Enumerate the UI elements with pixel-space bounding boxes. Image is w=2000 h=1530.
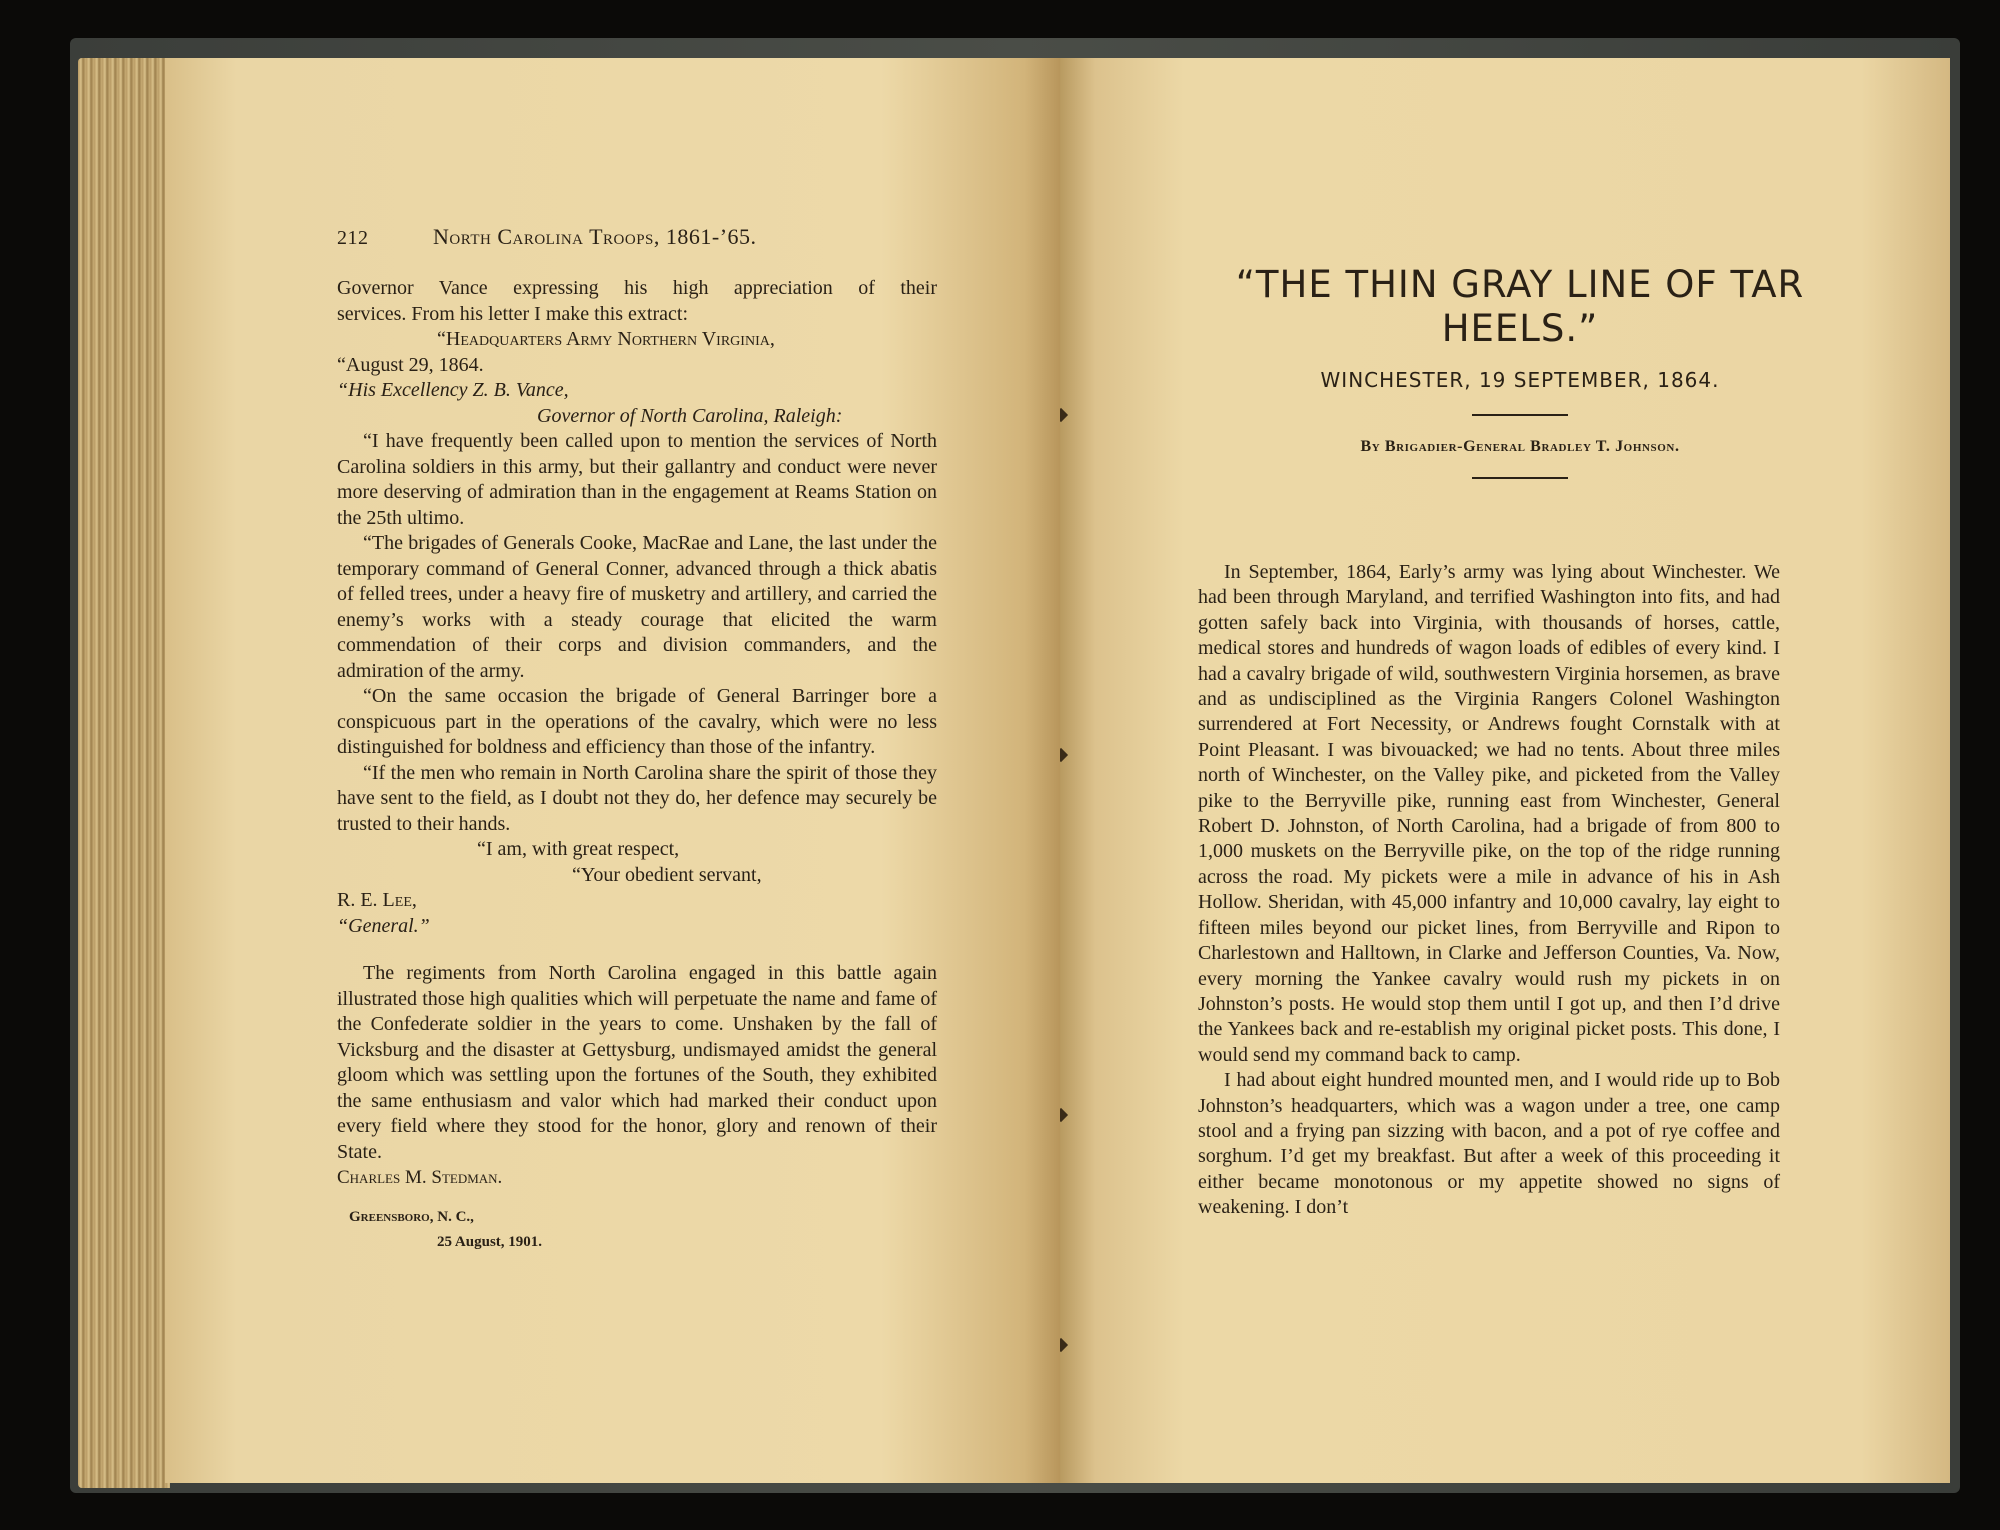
chapter-title-line: “THE THIN GRAY LINE OF TAR <box>1235 263 1805 306</box>
page-number: 212 <box>337 227 369 249</box>
dateline-date: 25 August, 1901. <box>437 1234 543 1250</box>
left-page <box>165 58 1060 1483</box>
dateline-place: Greensboro, N. C., <box>349 1208 474 1225</box>
divider-rule <box>1472 477 1568 479</box>
author-signature: Charles M. Stedman. <box>337 1167 503 1188</box>
body-paragraph: I had about eight hundred mounted men, and I would ride up to Bob Johnston’s headquarters, which was a wagon under a tree, one camp stool and a frying pan sizzing with bacon, and a pot of rye coffee and sorghum. I’d get my breakfast. But after a week of this proceeding it either became monotonous or my appetite showed no signs of weakening. I don’t <box>1198 1069 1780 1219</box>
letter-date: “August 29, 1864. <box>337 353 484 376</box>
closing-line: “I am, with great respect, <box>477 838 680 860</box>
intro-line: services. From his letter I make this extract: <box>337 302 689 325</box>
letter-heading: “Headquarters Army Northern Virginia, <box>437 328 775 350</box>
running-head <box>337 224 957 250</box>
letter-paragraph: “On the same occasion the brigade of General Barringer bore a conspicuous part in the operations of the cavalry, which were no less distinguished for boldness and efficiency than those of the infantry. <box>337 685 937 758</box>
right-page <box>1060 58 1950 1483</box>
chapter-byline: By Brigadier-General Bradley T. Johnson. <box>1360 438 1680 455</box>
left-text-block <box>337 276 937 1256</box>
intro-line: Governor Vance expressing his high appreciation of their <box>337 277 937 299</box>
page-edges <box>78 58 170 1488</box>
thread-mark <box>1060 408 1068 422</box>
letter-paragraph: “The brigades of Generals Cooke, MacRae and Lane, the last under the temporary command of General Conner, advanced through a thick abatis of felled trees, under a heavy fire of musketry and artillery, and carried the enemy’s works with a steady courage that elicited the warm commendation of their corps and division commanders, and the admiration of the army. <box>337 532 937 682</box>
running-head-title: North Carolina Troops, 1861-’65. <box>433 224 757 249</box>
chapter-title <box>1210 263 1830 351</box>
addressee: “His Excellency Z. B. Vance, <box>337 379 569 401</box>
addressee: Governor of North Carolina, Raleigh: <box>537 404 843 427</box>
letter-paragraph: “If the men who remain in North Carolina share the spirit of those they have sent to the field, as I doubt not they do, her defence may securely be trusted to their hands. <box>337 761 937 835</box>
divider-rule <box>1472 414 1568 416</box>
chapter-title-line: HEELS.” <box>1441 307 1599 350</box>
signer-title: “General.” <box>337 914 430 937</box>
thread-mark <box>1060 1338 1068 1352</box>
closing-line: “Your obedient servant, <box>572 863 762 886</box>
thread-mark <box>1060 1108 1068 1122</box>
thread-mark <box>1060 748 1068 762</box>
letter-paragraph: “I have frequently been called upon to mention the services of North Carolina soldiers in this army, but their gallantry and conduct were never more deserving of admiration than in the engagement at Reams Station on the 25th ultimo. <box>337 430 937 529</box>
chapter-subtitle: WINCHESTER, 19 SEPTEMBER, 1864. <box>1320 368 1720 392</box>
body-paragraph: In September, 1864, Early’s army was lying about Winchester. We had been through Maryland, and terrified Washington into fits, and had gotten safely back into Virginia, with thousands of horses, cattle, medical stores and hundreds of wagon loads of edibles of every kind. I had a cavalry brigade of wild, southwestern Virginia horsemen, as brave and as undisciplined as the Virginia Rangers Colonel Washington surrendered at Fort Necessity, or Andrews fought Cornstalk with at Point Pleasant. I was bivouacked; we had no tents. About three miles north of Winchester, on the Valley pike, and picketed from the Valley pike to the Berryville pike, running east from Winchester, General Robert D. Johnston, of North Carolina, had a brigade of from 800 to 1,000 muskets on the Berryville pike, on the top of the ridge running across the road. My pickets were a mile in advance of his in Ash Hollow. Sheridan, with 45,000 infantry and 10,000 cavalry, lay eight to fifteen miles beyond our picket lines, from Berryville and Ripon to Charlestown and Halltown, in Clarke and Jefferson Counties, Va. Now, every morning the Yankee cavalry would rush my pickets in on Johnston’s posts. He would stop them until I got up, and then I’d drive the Yankees back and re-establish my original picket posts. This done, I would send my command back to camp. <box>1198 561 1780 1066</box>
closing-paragraph: The regiments from North Carolina engaged in this battle again illustrated those high qualities which will perpetuate the name and fame of the Confederate soldier in the years to come. Unshaken by the fall of Vicksburg and the disaster at Gettysburg, undismayed amidst the general gloom which was settling upon the fortunes of the South, they exhibited the same enthusiasm and valor which had marked their conduct upon every field where they stood for the honor, glory and renown of their State. <box>337 962 937 1163</box>
signer-name: R. E. Lee, <box>337 889 417 911</box>
right-text-block <box>1198 560 1780 1221</box>
